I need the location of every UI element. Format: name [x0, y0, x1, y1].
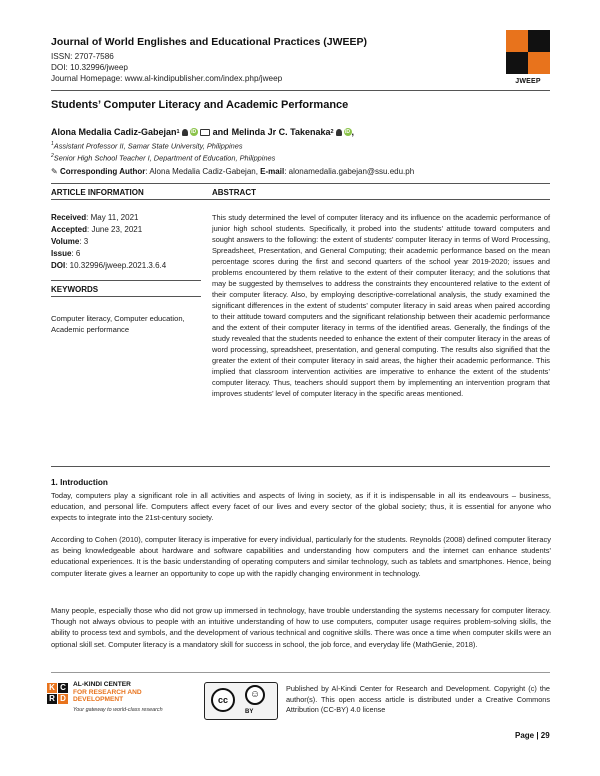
kcrd-letter-k: K — [47, 683, 57, 693]
person-icon-2 — [336, 129, 342, 136]
keywords-list: Computer literacy, Computer education, Academic performance — [51, 314, 185, 334]
journal-issn: ISSN: 2707-7586 — [51, 52, 114, 61]
author-1-sup: 1 — [176, 129, 180, 135]
issue: Issue: 6 — [51, 249, 81, 258]
kcrd-letter-d: D — [58, 694, 68, 704]
info-top-rule — [51, 183, 550, 184]
logo-black-square — [528, 30, 550, 52]
keywords-bottom-rule — [51, 296, 201, 297]
orcid-icon[interactable]: iD — [191, 129, 197, 135]
intro-heading: 1. Introduction — [51, 478, 108, 487]
volume: Volume: 3 — [51, 237, 89, 246]
article-doi[interactable]: DOI: 10.32996/jweep.2021.3.6.4 — [51, 261, 167, 270]
logo-orange-square-2 — [528, 52, 550, 74]
accepted-date: Accepted: June 23, 2021 — [51, 225, 143, 234]
journal-title: Journal of World Englishes and Educational Practices (JWEEP) — [51, 36, 368, 48]
journal-homepage[interactable]: Journal Homepage: www.al-kindipublisher.com/index.php/jweep — [51, 74, 283, 83]
footer-rule — [51, 672, 550, 673]
affiliation-1: $^1$Assistant Professor II, Samar State University, Philippines — [51, 141, 243, 151]
kcrd-letter-r: R — [47, 694, 57, 704]
by-label: BY — [245, 709, 254, 715]
kcrd-tagline: Your gateway to world-class research — [73, 707, 163, 713]
author-and: and — [212, 127, 229, 137]
kcrd-name: AL-KINDI CENTER FOR RESEARCH AND DEVELOPMENT — [73, 681, 142, 703]
abstract-text: This study determined the level of computer literacy and its influence on the academic performance of junior high school students. Specifically, it probed into the students’ attitude toward computers and sought answers to the following: the extent of students’ computer literacy in terms of Word Processing, Spreadsheet, Presentation, and General Computing; their academic performance based on the mean percentage scores during the first and second quarters of the school year 2019-2020; issues and problems encountered by them relative to the extent of their computer literacy; and the solutions that may be suggested by themselves to address the constraints they encountered relative to the extent of their computer literacy. Also, by employing descriptive-correlational analysis, the study examined the significant differences in the extent of students’ computer literacy in said areas when paired according to their attitude toward computers and the significant relationship between their academic performance and the extent of their computer literacy in terms of the identified areas. Generally, the findings of the study revealed that the students needed to enhance the extent of their computer literacy in the areas of word processing, spreadsheet, presentation, and general computing. The results also signified that the greater the extent of their computer literacy in said areas, the higher their academic performance. This implied that classroom intervention activities are imperative to enhance the extent of the students’ computer literacy. Thus, teachers should support them by implementing an intervention program that improves students’ level of computer literacy in the specific areas mentioned. — [212, 213, 550, 398]
header-divider — [51, 90, 550, 91]
corresponding-author: ✎ Corresponding Author: Alona Medalia Cadiz-Gabejan, E-mail: alonamedalia.gabejan@ssu.edu.ph — [51, 167, 415, 176]
intro-paragraph-1: Today, computers play a significant role in all activities and aspects of living in society, as if it is indispensable in all its endeavours – business, education, and personal life. Computers affect every facet of our lives and every sector of the global society; thus, it is essential for anyone who expects to integrate into the 21st-century society. — [51, 491, 551, 523]
intro-paragraph-2: According to Cohen (2010), computer literacy is imperative for every individual, particularly for the students. Reynolds (2008) defined computer literacy as being knowledgeable about hardware and software capabilities and understanding how computers and the internet can enhance students' educational experiences. It is the basic understanding of operating computers and similar technology, such as tablets and smartphones. Hence, being computer literate gives a learner an opportunity to cope up with the rapidly changing environment in technology. — [51, 535, 551, 578]
person-icon — [182, 129, 188, 136]
keywords-top-rule — [51, 280, 201, 281]
article-info-heading: ARTICLE INFORMATION — [51, 188, 144, 197]
cc-icon: cc — [211, 688, 235, 712]
paper-title: Students’ Computer Literacy and Academic Performance — [51, 99, 349, 111]
kcrd-logo — [47, 681, 197, 721]
received-date: Received: May 11, 2021 — [51, 213, 139, 222]
intro-paragraph-3: Many people, especially those who did not grow up immersed in technology, have trouble understanding the systems necessary for computer literacy. Though not always obvious to people with an intuitive understanding of how to use computers, computer usage requires problem-solving skills, the ability to process text and symbols, and the development of various technical and cognitive skills. There was once a time when computer skills were an optional skill set. Computer literacy is a mandatory skill for success in school, the job force, and everyday life (MathGenie, 2018). — [51, 606, 551, 649]
jweep-logo — [506, 30, 550, 85]
logo-label: JWEEP — [515, 78, 541, 85]
affiliation-2: $^2$Senior High School Teacher I, Department of Education, Philippines — [51, 153, 276, 163]
author-line: Alona Medalia Cadiz-Gabejan 1 iD and Melinda Jr C. Takenaka 2 iD , — [51, 127, 355, 137]
email-label: E-mail — [260, 167, 285, 176]
corresponding-label: Corresponding Author — [59, 167, 146, 176]
author-2-sup: 2 — [330, 129, 334, 135]
publisher-license-text: Published by Al-Kindi Center for Research and Development. Copyright (c) the author(s). This open access article is distributed under a Creative Commons Attribution (CC-BY) 4.0 license — [286, 684, 550, 714]
kcrd-letter-c: C — [58, 683, 68, 693]
keywords-heading: KEYWORDS — [51, 285, 99, 294]
abstract-end-rule — [51, 466, 550, 467]
abstract-heading: ABSTRACT — [212, 188, 256, 197]
mail-icon[interactable] — [200, 129, 210, 136]
logo-black-square-2 — [506, 52, 528, 74]
cc-by-badge[interactable] — [204, 682, 278, 720]
journal-doi[interactable]: DOI: 10.32996/jweep — [51, 63, 128, 72]
orcid-icon-2[interactable]: iD — [345, 129, 351, 135]
info-bottom-rule — [51, 199, 550, 200]
pen-icon: ✎ — [51, 167, 58, 176]
author-2-name: Melinda Jr C. Takenaka — [231, 127, 331, 137]
page-number: Page | 29 — [515, 731, 550, 740]
corresponding-email[interactable]: : alonamedalia.gabejan@ssu.edu.ph — [284, 167, 415, 176]
author-1-name: Alona Medalia Cadiz-Gabejan — [51, 127, 177, 137]
attribution-icon: ☺ — [245, 685, 265, 705]
logo-orange-square — [506, 30, 528, 52]
